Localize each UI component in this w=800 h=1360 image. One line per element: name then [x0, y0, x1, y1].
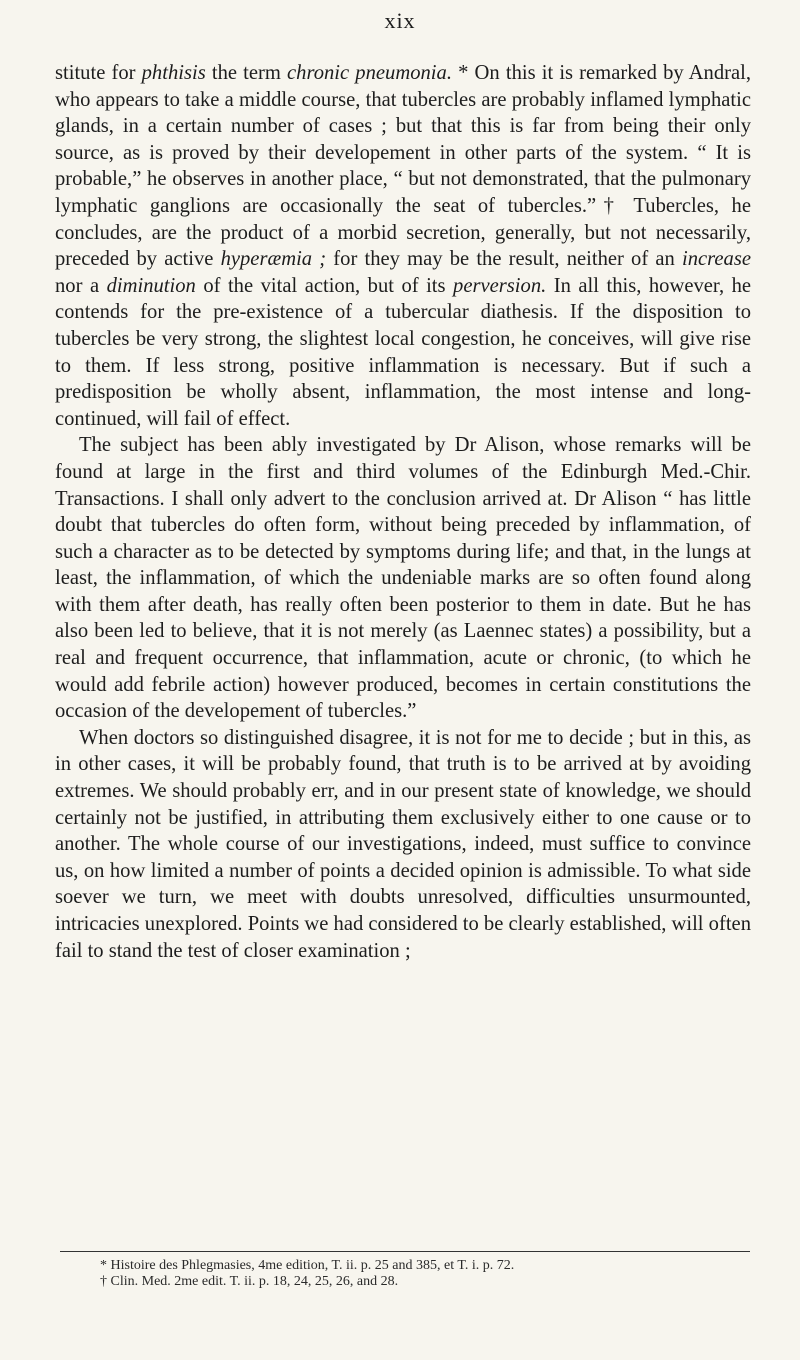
footnote-2: † Clin. Med. 2me edit. T. ii. p. 18, 24, 25, 26, and 28.	[100, 1274, 399, 1289]
italic-phrase: increase	[681, 248, 751, 271]
body-text	[55, 60, 751, 964]
footnotes	[100, 1258, 760, 1290]
paragraph-1	[55, 60, 751, 432]
text-run: The subject has been ably investigated by Dr Alison, whose remarks will be found at large in the first and third volumes of the Edinburgh Med.-Chir. Transactions. I shall only advert to the conclusion arrived at. Dr Alison “ has little doubt that tubercles do often form, without being preceded by inflammation, of such a character as to be detected by symptoms during life; and that, in the lungs at least, the inflammation, of which the undeniable marks are so often found along with them after death, has really often been posterior to them in date. But he has also been led to believe, that it is not merely (as Laennec states) a possibility, but a real and frequent occurrence, that inflammation, acute or chronic, (to which he would add febrile action) however produced, becomes in certain constitutions the occasion of the developement of tubercles.”	[55, 434, 751, 723]
italic-phrase: chronic pneumonia.	[287, 62, 452, 84]
italic-phrase: hyperæmia ;	[220, 248, 327, 271]
text-run: of the vital action, but of its	[195, 274, 454, 297]
italic-phrase: perversion.	[453, 274, 547, 297]
text-run: * On this it is remarked by Andral, who appears to take a middle course, that tubercles are probably inflamed lymphatic glands, in a certain number of cases ; but that this is far from being their only source, as is proved by their developement in other parts of the system. “ It is probable,” he observes in another place, “ but not demonstrated, that the pulmonary lymphatic ganglions are occasionally the seat of tubercles.”† Tubercles, he concludes, are the product of a morbid secretion, generally, but not necessarily, preceded by active	[55, 62, 751, 271]
footnote-divider	[60, 1251, 750, 1252]
footnote-1: * Histoire des Phlegmasies, 4me edition, T. ii. p. 25 and 385, et T. i. p. 72.	[100, 1258, 515, 1273]
italic-phrase: phthisis	[141, 62, 206, 84]
text-run: In all this, however, he contends for the pre-existence of a tubercular diathesis. If the disposition to tubercles be very strong, the slightest local congestion, he conceives, will give rise to them. If less strong, positive inflammation is necessary. But if such a predisposition be wholly absent, inflammation, the most intense and long-continued, will fail of effect.	[55, 274, 752, 430]
text-run: the term	[205, 62, 288, 84]
paragraph-3	[55, 725, 751, 964]
text-run: stitute for	[55, 62, 142, 84]
italic-phrase: diminution	[106, 274, 196, 297]
text-run: for they may be the result, neither of an	[326, 248, 682, 271]
text-run: When doctors so distinguished disagree, it is not for me to decide ; but in this, as in other cases, it will be probably found, that truth is to be arrived at by avoiding extremes. We should probably err, and in our present state of knowledge, we should certainly not be justified, in attributing them exclusively either to one cause or to another. The whole course of our investigations, indeed, must suffice to convince us, on how limited a number of points a decided opinion is admissible. To what side soever we turn, we meet with doubts unresolved, difficulties unsurmounted, intricacies unexplored. Points we had considered to be clearly established, will often fail to stand the test of closer examination ;	[55, 726, 751, 962]
paragraph-2	[55, 432, 751, 725]
text-run: nor a	[55, 274, 107, 297]
page-number: xix	[384, 8, 416, 33]
